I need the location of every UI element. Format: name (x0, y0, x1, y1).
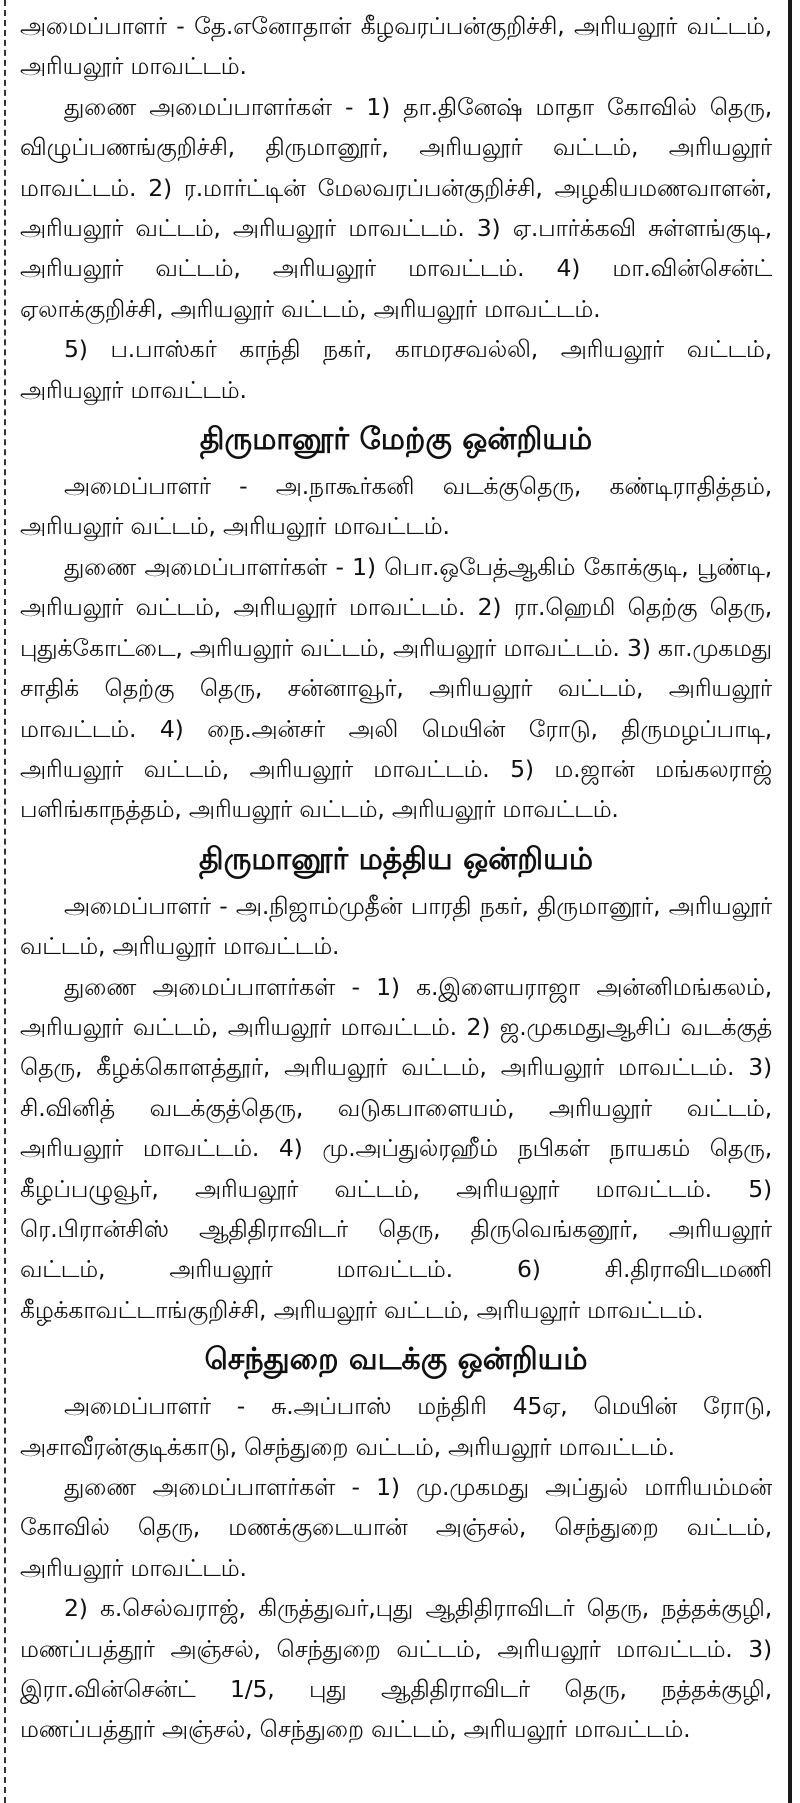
deputy-organizers-entry: 2) க.செல்வராஜ், கிருத்துவர்,புது ஆதிதிராவிடர் தெரு, நத்தக்குழி, மணப்பத்தூர் அஞ்சல், செந்துறை வட்டம், அரியலூர் மாவட்டம். 3) இரா.வின்சென்ட் 1/5, புது ஆதிதிராவிடர் தெரு, நத்தக்குழி, மணப்பத்தூர் அஞ்சல், செந்துறை வட்டம், அரியலூர் மாவட்டம். (20, 1594, 772, 1744)
organizer-entry: அமைப்பாளர் - தே.எனோதாள் கீழவரப்பன்குறிச்சி, அரியலூர் வட்டம், அரியலூர் மாவட்டம். (20, 12, 772, 81)
section-heading: திருமானூர் மேற்கு ஒன்றியம் (199, 422, 593, 458)
deputy-organizers-entry: துணை அமைப்பாளர்கள் - 1) தா.தினேஷ் மாதா கோவில் தெரு, விழுப்பணங்குறிச்சி, திருமானூர், அரியலூர் வட்டம், அரியலூர் மாவட்டம். 2) ர.மார்ட்டின் மேலவரப்பன்குறிச்சி, அழகியமணவாளன், அரியலூர் வட்டம், அரியலூர் மாவட்டம். 3) ஏ.பார்க்கவி சுள்ளங்குடி, அரியலூர் வட்டம், அரியலூர் மாவட்டம். 4) மா.வின்சென்ட் ஏலாக்குறிச்சி, அரியலூர் வட்டம், அரியலூர் மாவட்டம். (20, 92, 772, 323)
organizer-entry: அமைப்பாளர் - அ.நிஜாம்முதீன் பாரதி நகர், திருமானூர், அரியலூர் வட்டம், அரியலூர் மாவட்டம். (20, 891, 772, 961)
section-heading: செந்துறை வடக்கு ஒன்றியம் (204, 1342, 588, 1378)
organizer-entry: அமைப்பாளர் - அ.நாகூர்கனி வடக்குதெரு, கண்டிராதித்தம், அரியலூர் வட்டம், அரியலூர் மாவட்டம். (20, 472, 772, 541)
deputy-organizers-entry: துணை அமைப்பாளர்கள் - 1) பொ.ஒபேத்ஆகிம் கோக்குடி, பூண்டி, அரியலூர் வட்டம், அரியலூர் மாவட்டம். 2) ரா.ஹெமி தெற்கு தெரு, புதுக்கோட்டை, அரியலூர் வட்டம், அரியலூர் மாவட்டம். 3) கா.முகமது சாதிக் தெற்கு தெரு, சன்னாவூர், அரியலூர் வட்டம், அரியலூர் மாவட்டம். 4) நை.அன்சர் அலி மெயின் ரோடு, திருமழப்பாடி, அரியலூர் வட்டம், அரியலூர் மாவட்டம். 5) ம.ஜான் மங்கலராஜ் பளிங்காநத்தம், அரியலூர் வட்டம், அரியலூர் மாவட்டம். (20, 552, 772, 824)
column-rule (788, 0, 792, 1803)
clipping-cut-line (4, 0, 6, 1803)
section-heading: திருமானூர் மத்திய ஒன்றியம் (199, 841, 593, 877)
organizer-entry: அமைப்பாளர் - சு.அப்பாஸ் மந்திரி 45ஏ, மெயின் ரோடு, அசாவீரன்குடிக்காடு, செந்துறை வட்டம், அரியலூர் மாவட்டம். (20, 1392, 772, 1461)
deputy-organizers-entry: துணை அமைப்பாளர்கள் - 1) மு.முகமது அப்துல் மாரியம்மன் கோவில் தெரு, மணக்குடையான் அஞ்சல், செந்துறை வட்டம், அரியலூர் மாவட்டம். (20, 1473, 772, 1582)
deputy-organizers-entry: துணை அமைப்பாளர்கள் - 1) க.இளையராஜா அன்னிமங்கலம், அரியலூர் வட்டம், அரியலூர் மாவட்டம். 2) ஜ.முகமதுஆசிப் வடக்குத் தெரு, கீழக்கொளத்தூர், அரியலூர் வட்டம், அரியலூர் மாவட்டம். 3) சி.வினித் வடக்குத்தெரு, வடுகபாளையம், அரியலூர் வட்டம், அரியலூர் மாவட்டம். 4) மு.அப்துல்ரஹீம் நபிகள் நாயகம் தெரு, கீழப்பழுவூர், அரியலூர் வட்டம், அரியலூர் மாவட்டம். 5) ரெ.பிரான்சிஸ் ஆதிதிராவிடர் தெரு, திருவெங்கனூர், அரியலூர் வட்டம், அரியலூர் மாவட்டம். 6) சி.திராவிடமணி கீழக்காவட்டாங்குறிச்சி, அரியலூர் வட்டம், அரியலூர் மாவட்டம். (20, 972, 772, 1324)
deputy-organizers-entry: 5) ப.பாஸ்கர் காந்தி நகர், காமரசவல்லி, அரியலூர் வட்டம், அரியலூர் மாவட்டம். (20, 335, 772, 404)
article-column (20, 6, 772, 1750)
